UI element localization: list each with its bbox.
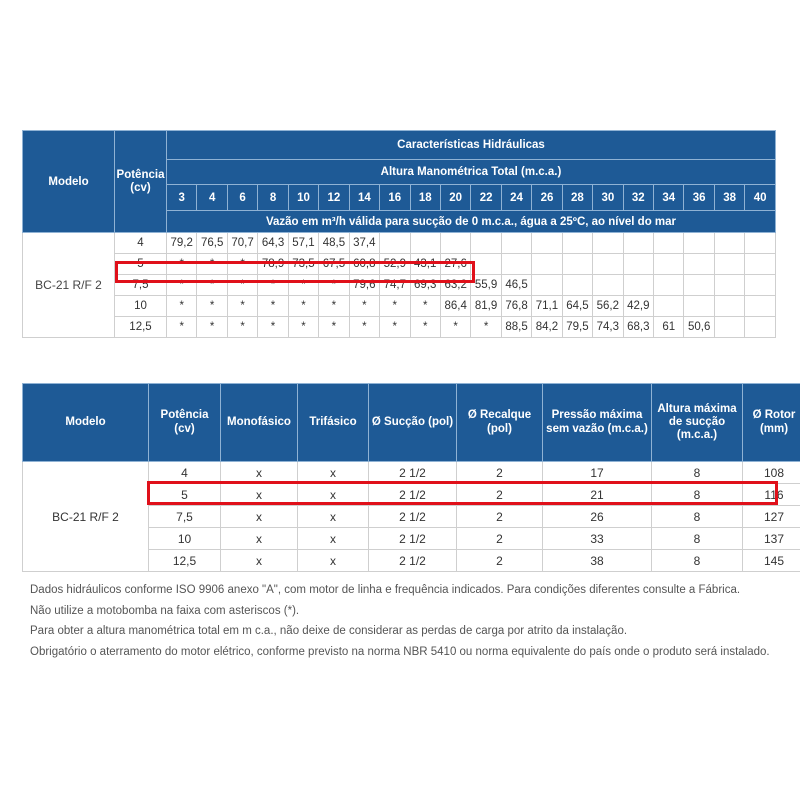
flow-cell	[745, 275, 776, 296]
flow-cell: 78,9	[258, 254, 288, 275]
pressao-cell: 17	[543, 462, 652, 484]
potencia-cell: 12,5	[149, 550, 221, 572]
pressao-cell: 21	[543, 484, 652, 506]
flow-cell: 69,3	[410, 275, 440, 296]
spec-col-header: Ø Recalque (pol)	[457, 384, 543, 462]
flow-cell: 37,4	[349, 233, 379, 254]
recalque-cell: 2	[457, 462, 543, 484]
flow-cell: *	[349, 317, 379, 338]
flow-cell: *	[349, 296, 379, 317]
height-col-header: 26	[532, 185, 562, 211]
rotor-cell: 116	[743, 484, 800, 506]
height-col-header: 18	[410, 185, 440, 211]
flow-cell	[745, 254, 776, 275]
flow-cell	[593, 275, 623, 296]
height-col-header: 4	[197, 185, 227, 211]
altura-cell: 8	[652, 506, 743, 528]
flow-cell: *	[380, 317, 410, 338]
spec-col-header: Pressão máxima sem vazão (m.c.a.)	[543, 384, 652, 462]
height-col-header: 38	[714, 185, 744, 211]
flow-cell	[380, 233, 410, 254]
flow-cell	[745, 317, 776, 338]
height-col-header: 24	[501, 185, 531, 211]
flow-cell	[714, 275, 744, 296]
flow-cell: *	[410, 317, 440, 338]
flow-cell: 55,9	[471, 275, 501, 296]
flow-cell: 74,3	[593, 317, 623, 338]
flow-cell	[562, 254, 592, 275]
rotor-cell: 137	[743, 528, 800, 550]
flow-cell: *	[319, 275, 349, 296]
height-col-header: 20	[440, 185, 470, 211]
note: Não utilize a motobomba na faixa com asteriscos (*).	[30, 604, 300, 617]
succao-cell: 2 1/2	[369, 462, 457, 484]
height-col-header: 12	[319, 185, 349, 211]
altura-header: Altura Manométrica Total (m.c.a.)	[167, 160, 776, 185]
succao-cell: 2 1/2	[369, 506, 457, 528]
flow-cell	[684, 254, 714, 275]
flow-cell: *	[319, 317, 349, 338]
flow-cell	[593, 233, 623, 254]
spec-col-header: Altura máxima de sucção (m.c.a.)	[652, 384, 743, 462]
height-col-header: 16	[380, 185, 410, 211]
flow-cell	[714, 317, 744, 338]
spec-col-header: Monofásico	[221, 384, 298, 462]
mono-cell: x	[221, 528, 298, 550]
spec-col-header: Trifásico	[298, 384, 369, 462]
flow-cell: *	[440, 317, 470, 338]
flow-cell: 56,2	[593, 296, 623, 317]
flow-cell: *	[167, 296, 197, 317]
flow-cell: 79,2	[167, 233, 197, 254]
potencia-header: Potência (cv)	[115, 131, 167, 233]
potencia-cell: 5	[149, 484, 221, 506]
pressao-cell: 38	[543, 550, 652, 572]
flow-cell	[654, 296, 684, 317]
potencia-cell: 4	[149, 462, 221, 484]
spec-col-header: Ø Sucção (pol)	[369, 384, 457, 462]
flow-cell: 64,5	[562, 296, 592, 317]
flow-cell: 60,8	[349, 254, 379, 275]
height-col-header: 3	[167, 185, 197, 211]
flow-cell: *	[227, 275, 257, 296]
flow-cell: 52,9	[380, 254, 410, 275]
potencia-cell: 7,5	[115, 275, 167, 296]
flow-cell: 70,7	[227, 233, 257, 254]
flow-cell	[562, 233, 592, 254]
specs-table	[22, 383, 800, 572]
potencia-cell: 12,5	[115, 317, 167, 338]
tri-cell: x	[298, 462, 369, 484]
flow-cell: *	[288, 296, 318, 317]
flow-cell	[684, 233, 714, 254]
flow-cell	[714, 296, 744, 317]
flow-cell	[745, 233, 776, 254]
flow-cell: 43,1	[410, 254, 440, 275]
mono-cell: x	[221, 550, 298, 572]
mono-cell: x	[221, 506, 298, 528]
spec-col-header: Ø Rotor (mm)	[743, 384, 800, 462]
flow-cell	[471, 233, 501, 254]
potencia-cell: 7,5	[149, 506, 221, 528]
height-col-header: 8	[258, 185, 288, 211]
model-cell: BC-21 R/F 2	[23, 233, 115, 338]
succao-cell: 2 1/2	[369, 550, 457, 572]
height-col-header: 32	[623, 185, 653, 211]
height-col-header: 36	[684, 185, 714, 211]
rotor-cell: 108	[743, 462, 800, 484]
potencia-cell: 5	[115, 254, 167, 275]
note: Para obter a altura manométrica total em m c.a., não deixe de considerar as perdas de carga por atrito da instalação.	[30, 625, 628, 637]
flow-cell	[471, 254, 501, 275]
flow-cell	[623, 254, 653, 275]
flow-cell: 81,9	[471, 296, 501, 317]
table-row	[23, 317, 776, 338]
flow-cell	[440, 233, 470, 254]
potencia-cell: 10	[115, 296, 167, 317]
flow-cell	[654, 233, 684, 254]
flow-cell: *	[227, 317, 257, 338]
flow-cell: *	[319, 296, 349, 317]
rotor-cell: 145	[743, 550, 800, 572]
flow-cell: 27,6	[440, 254, 470, 275]
flow-cell: 76,5	[197, 233, 227, 254]
flow-cell	[684, 275, 714, 296]
flow-cell	[714, 254, 744, 275]
flow-cell: 71,1	[532, 296, 562, 317]
table-row	[23, 254, 776, 275]
tri-cell: x	[298, 506, 369, 528]
flow-cell: *	[167, 275, 197, 296]
note: Dados hidráulicos conforme ISO 9906 anexo "A", com motor de linha e frequência indicados. Para condições diferentes consulte a Fábrica.	[30, 584, 741, 596]
height-col-header: 28	[562, 185, 592, 211]
pressao-cell: 26	[543, 506, 652, 528]
flow-cell: 84,2	[532, 317, 562, 338]
flow-cell: 74,7	[380, 275, 410, 296]
altura-cell: 8	[652, 484, 743, 506]
flow-cell: 61	[654, 317, 684, 338]
height-col-header: 40	[745, 185, 776, 211]
altura-cell: 8	[652, 462, 743, 484]
tri-cell: x	[298, 528, 369, 550]
pressao-cell: 33	[543, 528, 652, 550]
flow-cell: 50,6	[684, 317, 714, 338]
height-col-header: 10	[288, 185, 318, 211]
flow-cell	[501, 254, 531, 275]
recalque-cell: 2	[457, 528, 543, 550]
flow-cell: *	[227, 296, 257, 317]
table-row	[23, 275, 776, 296]
vazao-header: Vazão em m³/h válida para sucção de 0 m.c.a., água a 25ºC, ao nível do mar	[167, 211, 776, 233]
flow-cell: 68,3	[623, 317, 653, 338]
flow-cell: *	[258, 317, 288, 338]
flow-cell: 79,5	[562, 317, 592, 338]
flow-cell: *	[258, 275, 288, 296]
table-row	[23, 296, 776, 317]
flow-cell: *	[471, 317, 501, 338]
tri-cell: x	[298, 484, 369, 506]
flow-cell: 88,5	[501, 317, 531, 338]
flow-cell: 57,1	[288, 233, 318, 254]
flow-cell: 86,4	[440, 296, 470, 317]
recalque-cell: 2	[457, 550, 543, 572]
flow-cell: 76,8	[501, 296, 531, 317]
flow-cell: *	[258, 296, 288, 317]
flow-cell: 79,6	[349, 275, 379, 296]
height-col-header: 6	[227, 185, 257, 211]
height-col-header: 34	[654, 185, 684, 211]
flow-cell: *	[197, 254, 227, 275]
footnotes	[30, 580, 790, 662]
flow-cell	[623, 275, 653, 296]
flow-cell	[654, 254, 684, 275]
flow-cell: 67,5	[319, 254, 349, 275]
potencia-cell: 4	[115, 233, 167, 254]
note: Obrigatório o aterramento do motor elétrico, conforme previsto na norma NBR 5410 ou norma equivalente do país onde o produto será instalado.	[30, 645, 770, 658]
flow-cell	[532, 254, 562, 275]
caracteristicas-header: Características Hidráulicas	[167, 131, 776, 160]
height-col-header: 14	[349, 185, 379, 211]
flow-cell	[684, 296, 714, 317]
flow-cell: *	[197, 317, 227, 338]
flow-cell: *	[227, 254, 257, 275]
flow-cell: 73,5	[288, 254, 318, 275]
table-row	[23, 233, 776, 254]
tri-cell: x	[298, 550, 369, 572]
potencia-cell: 10	[149, 528, 221, 550]
recalque-cell: 2	[457, 506, 543, 528]
flow-cell: 48,5	[319, 233, 349, 254]
flow-cell	[623, 233, 653, 254]
height-col-header: 30	[593, 185, 623, 211]
table-row	[23, 462, 800, 484]
flow-cell: *	[197, 275, 227, 296]
altura-cell: 8	[652, 550, 743, 572]
flow-cell: 46,5	[501, 275, 531, 296]
flow-cell	[654, 275, 684, 296]
flow-cell: *	[288, 317, 318, 338]
spec-col-header: Modelo	[23, 384, 149, 462]
flow-cell	[410, 233, 440, 254]
mono-cell: x	[221, 484, 298, 506]
flow-cell: *	[410, 296, 440, 317]
flow-cell: *	[380, 296, 410, 317]
flow-cell	[714, 233, 744, 254]
flow-cell: 64,3	[258, 233, 288, 254]
modelo-header: Modelo	[23, 131, 115, 233]
flow-cell: *	[167, 317, 197, 338]
flow-cell	[562, 275, 592, 296]
flow-cell: *	[288, 275, 318, 296]
hydraulic-table	[22, 130, 776, 338]
flow-cell: *	[167, 254, 197, 275]
succao-cell: 2 1/2	[369, 528, 457, 550]
flow-cell: *	[197, 296, 227, 317]
rotor-cell: 127	[743, 506, 800, 528]
altura-cell: 8	[652, 528, 743, 550]
spec-col-header: Potência (cv)	[149, 384, 221, 462]
flow-cell: 42,9	[623, 296, 653, 317]
flow-cell	[532, 233, 562, 254]
flow-cell	[501, 233, 531, 254]
succao-cell: 2 1/2	[369, 484, 457, 506]
flow-cell	[593, 254, 623, 275]
height-col-header: 22	[471, 185, 501, 211]
flow-cell: 63,2	[440, 275, 470, 296]
recalque-cell: 2	[457, 484, 543, 506]
mono-cell: x	[221, 462, 298, 484]
flow-cell	[532, 275, 562, 296]
model-cell: BC-21 R/F 2	[23, 462, 149, 572]
flow-cell	[745, 296, 776, 317]
